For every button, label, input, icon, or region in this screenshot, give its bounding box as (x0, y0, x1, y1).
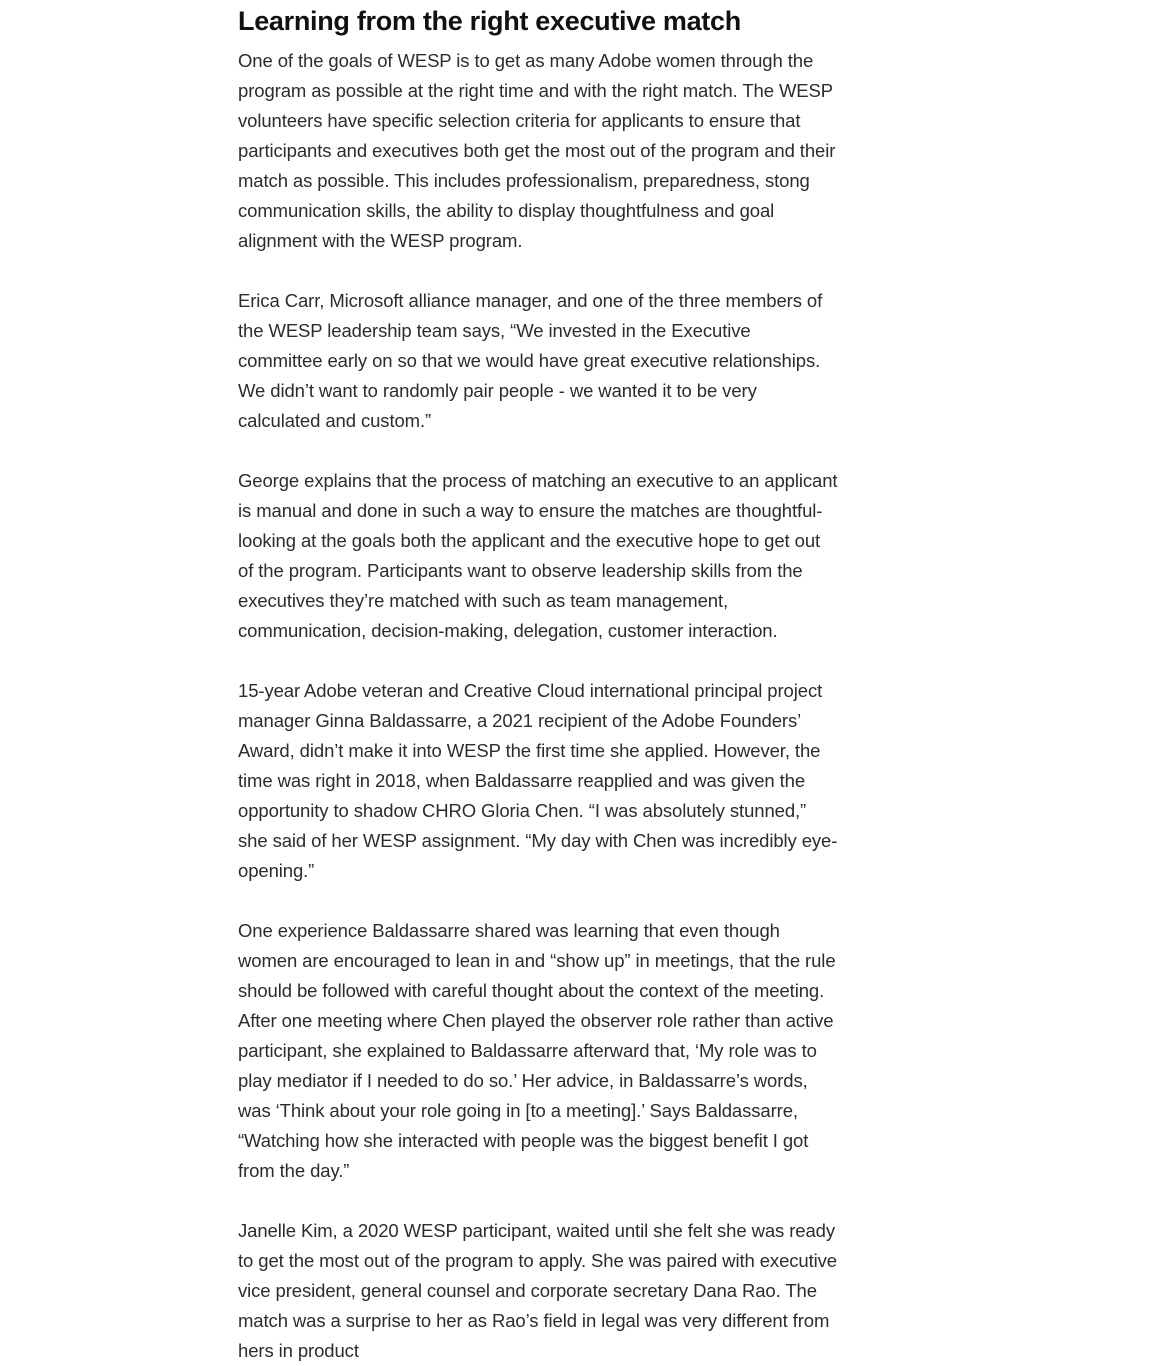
paragraph-ginna-baldassarre: 15-year Adobe veteran and Creative Cloud international principal project manager Ginna Baldassarre, a 2021 recipient of the Adobe Founders’ Award, didn’t make it into WESP the first time she applied. However, the time was right in 2018, when Baldassarre reapplied and was given the opportunity to shadow CHRO Gloria Chen. “I was absolutely stunned,” she said of her WESP assignment. “My day with Chen was incredibly eye-opening.” (238, 680, 838, 881)
section-heading: Learning from the right executive match (238, 6, 741, 36)
paragraph-baldassarre-experience: One experience Baldassarre shared was learning that even though women are encouraged to lean in and “show up” in meetings, that the rule should be followed with careful thought about the context of the meeting. After one meeting where Chen played the observer role rather than active participant, she explained to Baldassarre afterward that, ‘My role was to play mediator if I needed to do so.’ Her advice, in Baldassarre’s words, was ‘Think about your role going in [to a meeting].’ Says Baldassarre, “Watching how she interacted with people was the biggest benefit I got from the day.” (238, 920, 836, 1181)
paragraph-wesp-goals: One of the goals of WESP is to get as many Adobe women through the program as possible at the right time and with the right match. The WESP volunteers have specific selection criteria for applicants to ensure that participants and executives both get the most out of the program and their match as possible. This includes professionalism, preparedness, stong communication skills, the ability to display thoughtfulness and goal alignment with the WESP program. (238, 50, 836, 251)
paragraph-janelle-kim: Janelle Kim, a 2020 WESP participant, waited until she felt she was ready to get the most out of the program to apply. She was paired with executive vice president, general counsel and corporate secretary Dana Rao. The match was a surprise to her as Rao’s field in legal was very different from hers in product (238, 1220, 837, 1361)
paragraph-erica-carr-quote: Erica Carr, Microsoft alliance manager, and one of the three members of the WESP leadership team says, “We invested in the Executive committee early on so that we would have great executive relationships. We didn’t want to randomly pair people - we wanted it to be very calculated and custom.” (238, 290, 823, 431)
article-body (238, 0, 838, 1366)
paragraph-matching-process: George explains that the process of matching an executive to an applicant is manual and done in such a way to ensure the matches are thoughtful- looking at the goals both the applicant and the executive hope to get out of the program. Participants want to observe leadership skills from the executives they’re matched with such as team management, communication, decision-making, delegation, customer interaction. (238, 470, 838, 641)
